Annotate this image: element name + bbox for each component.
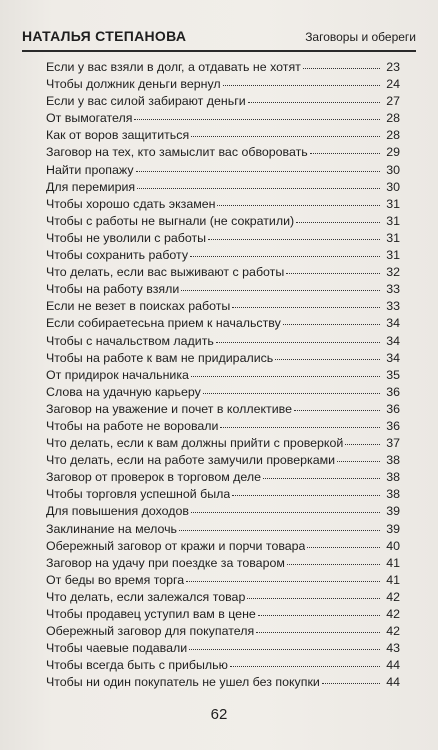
dot-leader xyxy=(136,170,380,172)
toc-entry-title: Чтобы с работы не выгнали (не сократили) xyxy=(46,213,295,228)
toc-entry-page: 32 xyxy=(386,265,400,280)
toc-entry xyxy=(46,350,400,367)
dot-leader xyxy=(258,614,380,616)
toc-entry-title: Чтобы хорошо сдать экзамен xyxy=(46,196,216,211)
toc-entry xyxy=(46,144,400,161)
toc-entry xyxy=(46,435,400,452)
toc-entry-page: 34 xyxy=(386,350,400,365)
toc-entry-page: 30 xyxy=(386,179,400,194)
toc-entry-page: 41 xyxy=(386,572,400,587)
dot-leader xyxy=(230,665,380,667)
toc-entry xyxy=(46,469,400,486)
dot-leader xyxy=(217,204,380,206)
toc-entry-title: Если не везет в поисках работы xyxy=(46,299,231,314)
toc-entry-title: Заклинание на мелочь xyxy=(46,521,177,536)
toc-entry xyxy=(46,623,400,640)
toc-entry-page: 23 xyxy=(386,60,400,74)
toc-entry-title: Для перемирия xyxy=(46,179,136,194)
toc-entry-title: Как от воров защититься xyxy=(46,128,190,143)
toc-entry-page: 33 xyxy=(386,282,400,297)
toc-entry-title: Если у вас силой забирают деньги xyxy=(46,94,246,109)
toc-entry-title: Чтобы не уволили с работы xyxy=(46,230,207,245)
dot-leader xyxy=(220,426,380,428)
dot-leader xyxy=(286,272,380,274)
dot-leader xyxy=(248,101,380,103)
toc-entry-page: 34 xyxy=(386,333,400,348)
toc-entry-title: Заговор на тех, кто замыслит вас обворовать xyxy=(46,145,308,160)
dot-leader xyxy=(179,529,380,531)
toc-entry xyxy=(46,503,400,520)
dot-leader xyxy=(294,409,380,411)
toc-entry-page: 27 xyxy=(386,94,400,109)
toc-entry xyxy=(46,93,400,110)
toc-entry-page: 40 xyxy=(386,538,400,553)
dot-leader xyxy=(345,443,380,445)
toc-entry-title: Что делать, если к вам должны прийти с проверкой xyxy=(46,436,344,451)
toc-entry xyxy=(46,230,400,247)
dot-leader xyxy=(337,460,380,462)
toc-entry xyxy=(46,333,400,350)
toc-entry-page: 42 xyxy=(386,624,400,639)
toc-entry-title: От вымогателя xyxy=(46,111,133,126)
toc-entry-page: 42 xyxy=(386,607,400,621)
toc-entry-page: 36 xyxy=(386,401,400,416)
dot-leader xyxy=(247,597,380,599)
toc-entry-page: 36 xyxy=(386,418,400,433)
toc-entry-page: 30 xyxy=(386,162,400,177)
toc-entry-title: Обережный заговор для покупателя xyxy=(46,624,255,639)
toc-entry-page: 41 xyxy=(386,555,400,570)
toc-entry xyxy=(46,213,400,230)
dot-leader xyxy=(223,84,380,86)
toc-entry-title: Чтобы продавец уступил вам в цене xyxy=(46,607,256,621)
dot-leader xyxy=(191,511,380,513)
author-name: НАТАЛЬЯ СТЕПАНОВА xyxy=(22,28,187,44)
dot-leader xyxy=(256,631,380,633)
toc-entry xyxy=(46,640,400,657)
toc-entry-title: Если у вас взяли в долг, а отдавать не хотят xyxy=(46,60,301,74)
toc-entry-page: 24 xyxy=(386,77,400,92)
book-title: Заговоры и обереги xyxy=(305,30,416,44)
toc-entry-title: Чтобы на работу взяли xyxy=(46,282,180,297)
toc-entry xyxy=(46,538,400,555)
toc-entry-title: Чтобы всегда быть с прибылью xyxy=(46,658,228,673)
toc-entry-page: 39 xyxy=(386,521,400,536)
dot-leader xyxy=(203,392,380,394)
toc-entry-title: Слова на удачную карьеру xyxy=(46,384,201,399)
dot-leader xyxy=(186,580,380,582)
dot-leader xyxy=(137,187,380,189)
toc-entry xyxy=(46,110,400,127)
toc-entry-title: Что делать, если на работе замучили проверками xyxy=(46,453,336,468)
toc-entry-page: 34 xyxy=(386,316,400,331)
toc-entry-title: Что делать, если вас выживают с работы xyxy=(46,265,285,280)
dot-leader xyxy=(283,323,380,325)
toc-entry-title: Найти пропажу xyxy=(46,162,134,177)
dot-leader xyxy=(263,477,380,479)
toc-entry-page: 31 xyxy=(386,230,400,245)
toc-entry-title: От придирок начальника xyxy=(46,367,189,382)
toc-entry xyxy=(46,315,400,332)
toc-entry-title: Чтобы ни один покупатель не ушел без покупки xyxy=(46,675,320,690)
toc-entry-page: 36 xyxy=(386,384,400,399)
toc-entry-page: 44 xyxy=(386,675,400,690)
toc-entry xyxy=(46,606,400,623)
toc-entry-page: 44 xyxy=(386,658,400,673)
dot-leader xyxy=(303,67,380,69)
toc-entry-page: 38 xyxy=(386,453,400,468)
toc-entry-page: 38 xyxy=(386,487,400,502)
toc-entry xyxy=(46,486,400,503)
toc-entry-title: Чтобы должник деньги вернул xyxy=(46,77,221,92)
dot-leader xyxy=(275,358,380,360)
toc-entry xyxy=(46,127,400,144)
toc-entry-page: 29 xyxy=(386,145,400,160)
dot-leader xyxy=(287,563,380,565)
toc-entry-page: 43 xyxy=(386,641,400,656)
toc-entry xyxy=(46,384,400,401)
toc-entry xyxy=(46,59,400,76)
toc-entry xyxy=(46,418,400,435)
dot-leader xyxy=(189,648,380,650)
running-header xyxy=(22,22,416,52)
toc-entry-title: Обережный заговор от кражи и порчи товара xyxy=(46,538,306,553)
toc-entry-title: Чтобы сохранить работу xyxy=(46,248,189,263)
toc-entry-page: 31 xyxy=(386,248,400,263)
toc-entry-page: 33 xyxy=(386,299,400,314)
toc-entry-page: 28 xyxy=(386,111,400,126)
toc-entry xyxy=(46,521,400,538)
toc-entry-title: Для повышения доходов xyxy=(46,504,189,519)
toc-entry-page: 37 xyxy=(386,436,400,451)
toc-entry-title: Заговор на удачу при поездке за товаром xyxy=(46,555,285,570)
toc-entry xyxy=(46,401,400,418)
dot-leader xyxy=(208,238,380,240)
toc-entry-title: Чтобы с начальством ладить xyxy=(46,333,214,348)
dot-leader xyxy=(134,118,380,120)
toc-entry xyxy=(46,555,400,572)
toc-entry xyxy=(46,76,400,93)
toc-entry xyxy=(46,247,400,264)
toc-entry xyxy=(46,674,400,691)
toc-entry xyxy=(46,367,400,384)
toc-entry xyxy=(46,589,400,606)
toc-entry-page: 39 xyxy=(386,504,400,519)
toc-entry-title: Чтобы чаевые подавали xyxy=(46,641,188,656)
toc-entry-title: Если собираетесьна прием к начальству xyxy=(46,316,281,331)
dot-leader xyxy=(296,221,380,223)
toc-entry xyxy=(46,298,400,315)
page-number: 62 xyxy=(210,706,228,723)
dot-leader xyxy=(191,135,380,137)
toc-entry-page: 35 xyxy=(386,367,400,382)
toc-entry xyxy=(46,657,400,674)
toc-entry xyxy=(46,281,400,298)
toc-entry xyxy=(46,452,400,469)
toc-entry-title: Заговор от проверок в торговом деле xyxy=(46,470,261,485)
toc-entry-page: 28 xyxy=(386,128,400,143)
dot-leader xyxy=(322,682,380,684)
dot-leader xyxy=(232,494,380,496)
dot-leader xyxy=(232,306,380,308)
toc-entry-title: От беды во время торга xyxy=(46,572,185,587)
dot-leader xyxy=(307,546,380,548)
toc-entry-title: Заговор на уважение и почет в коллективе xyxy=(46,401,292,416)
toc-entry-title: Что делать, если залежался товар xyxy=(46,589,246,604)
toc-entry-page: 42 xyxy=(386,589,400,604)
dot-leader xyxy=(191,375,380,377)
toc-entry-title: Чтобы торговля успешной была xyxy=(46,487,231,502)
toc-entry-page: 31 xyxy=(386,196,400,211)
toc-entry-page: 38 xyxy=(386,470,400,485)
toc-entry xyxy=(46,196,400,213)
toc-entry-page: 31 xyxy=(386,213,400,228)
dot-leader xyxy=(216,341,380,343)
toc-entry-title: Чтобы на работе к вам не придирались xyxy=(46,350,274,365)
dot-leader xyxy=(190,255,380,257)
toc-entry-title: Чтобы на работе не воровали xyxy=(46,418,219,433)
toc-entry xyxy=(46,162,400,179)
toc-entry xyxy=(46,264,400,281)
toc-entry xyxy=(46,572,400,589)
toc-entry xyxy=(46,179,400,196)
dot-leader xyxy=(310,152,380,154)
dot-leader xyxy=(181,289,380,291)
table-of-contents xyxy=(46,59,400,691)
